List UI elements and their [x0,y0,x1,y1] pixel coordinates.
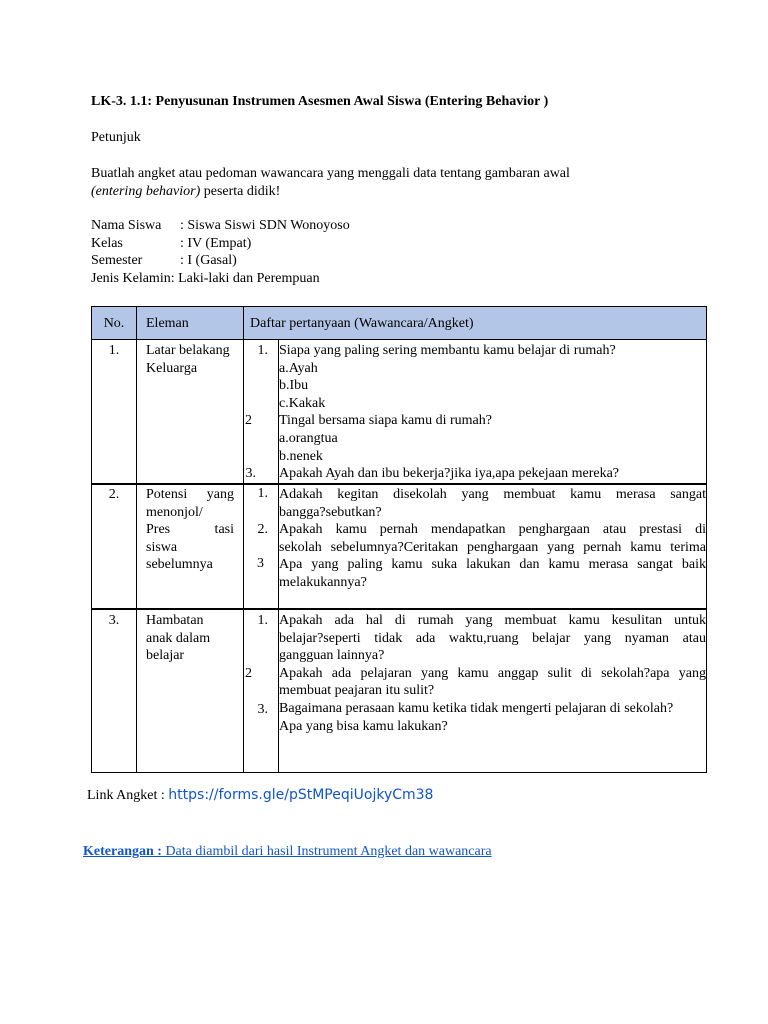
question-number: 1. [257,343,268,358]
option-line: b.Ibu [279,378,309,394]
meta-row [91,252,350,270]
eleman-line: Potensi yang [146,487,234,502]
meta-value: : Siswa Siswi SDN Wonoyoso [180,218,350,233]
question-line: Apa yang bisa kamu lakukan? [279,718,448,734]
table-header [92,307,706,340]
row-2-eleman [146,486,234,574]
keterangan-note[interactable] [83,843,492,861]
meta-label: Jenis Kelamin [91,270,171,286]
question-line: belajar?seperti tidak ada waktu,ruang belajar yang nyaman atau [279,630,706,646]
header-daftar: Daftar pertanyaan (Wawancara/Angket) [250,316,474,331]
col-divider [243,307,244,772]
meta-value: : I (Gasal) [180,253,237,269]
question-line: bangga?sebutkan? [279,504,382,520]
keterangan-label: Keterangan : [83,844,162,859]
row-2-no: 2. [108,487,120,502]
row-2-questions [279,486,706,592]
angket-link[interactable]: https://forms.gle/pStMPeqiUojkyCm38 [168,787,434,803]
question-line: membuat peajaran itu sulit? [279,683,435,699]
eleman-line: Latar belakang [146,343,230,358]
question-line: Tingal bersama siapa kamu di rumah? [279,413,492,429]
question-number: 3. [257,702,268,717]
question-line: melakukannya? [279,574,367,590]
question-line: Adakah kegitan disekolah yang membuat kamu merasa sangat [279,487,706,502]
row-divider [92,483,706,485]
question-line: Apakah ada hal di rumah yang membuat kamu kesulitan untuk [279,613,706,628]
option-line: a.Ayah [279,360,318,376]
meta-label: Nama Siswa [91,218,162,233]
row-3-eleman [146,612,234,665]
meta-value: : Laki-laki dan Perempuan [170,270,320,286]
eleman-line: Keluarga [146,360,198,376]
col-divider [136,307,137,772]
eleman-line: menonjol/ [146,504,203,520]
meta-value: : IV (Empat) [180,235,252,251]
meta-row [91,270,350,288]
row-1-questions [279,342,706,483]
option-line: a.orangtua [279,430,338,446]
row-1-no: 1. [108,343,120,358]
question-line: sekolah sebelumnya?Ceritakan penghargaan yang pernah kamu terima [279,539,706,555]
question-line: Apakah ada pelajaran yang kamu anggap sulit di sekolah?apa yang [279,665,706,681]
question-number: 2 [245,666,252,681]
question-number: 2 [245,413,252,428]
instruction-line-2 [91,183,711,201]
instruction-line-1: Buatlah angket atau pedoman wawancara yang menggali data tentang gambaran awal [91,166,570,181]
petunjuk-heading: Petunjuk [91,130,141,145]
header-eleman: Eleman [146,316,189,331]
option-line: b.nenek [279,448,323,464]
instruction-italic: (entering behavior) [91,183,201,199]
row-3-no: 3. [108,613,120,628]
question-number: 3 [257,556,264,571]
student-meta [91,217,350,287]
question-line: Siapa yang paling sering membantu kamu belajar di rumah? [279,343,616,358]
eleman-line: belajar [146,648,185,664]
eleman-line: Hambatan [146,613,204,628]
instruction-rest: peserta didik! [200,183,281,199]
question-line: Bagaimana perasaan kamu ketika tidak mengerti pelajaran di sekolah? [279,700,674,716]
link-label: Link Angket : [87,788,169,803]
eleman-line: siswa [146,539,178,555]
meta-row [91,217,350,235]
question-line: Apa yang paling kamu suka lakukan dan kamu merasa sangat baik [279,557,706,573]
question-number: 2. [257,522,268,537]
question-line: Apakah kamu pernah mendapatkan penghargaan atau prestasi di [279,522,706,538]
meta-row [91,235,350,253]
eleman-line: Pres tasi [146,522,234,538]
row-divider [92,608,706,610]
link-row [87,787,433,805]
keterangan-text: Data diambil dari hasil Instrument Angket dan wawancara [161,844,492,859]
question-number: 3. [245,466,256,481]
header-no: No. [103,316,125,331]
eleman-line: sebelumnya [146,557,213,573]
eleman-line: anak dalam [146,630,211,646]
instruction-paragraph [91,165,711,200]
row-3-questions [279,612,706,735]
row-1-eleman [146,342,234,377]
question-number: 1. [257,613,268,628]
document-title: LK-3. 1.1: Penyusunan Instrumen Asesmen Awal Siswa (Entering Behavior ) [91,94,549,109]
meta-label: Kelas [91,235,123,251]
question-number: 1. [257,486,268,501]
question-line: Apakah Ayah dan ibu bekerja?jika iya,apa pekejaan mereka? [279,466,619,482]
meta-label: Semester [91,253,143,269]
question-line: gangguan lainnya? [279,648,385,664]
question-table [91,306,707,773]
option-line: c.Kakak [279,395,326,411]
